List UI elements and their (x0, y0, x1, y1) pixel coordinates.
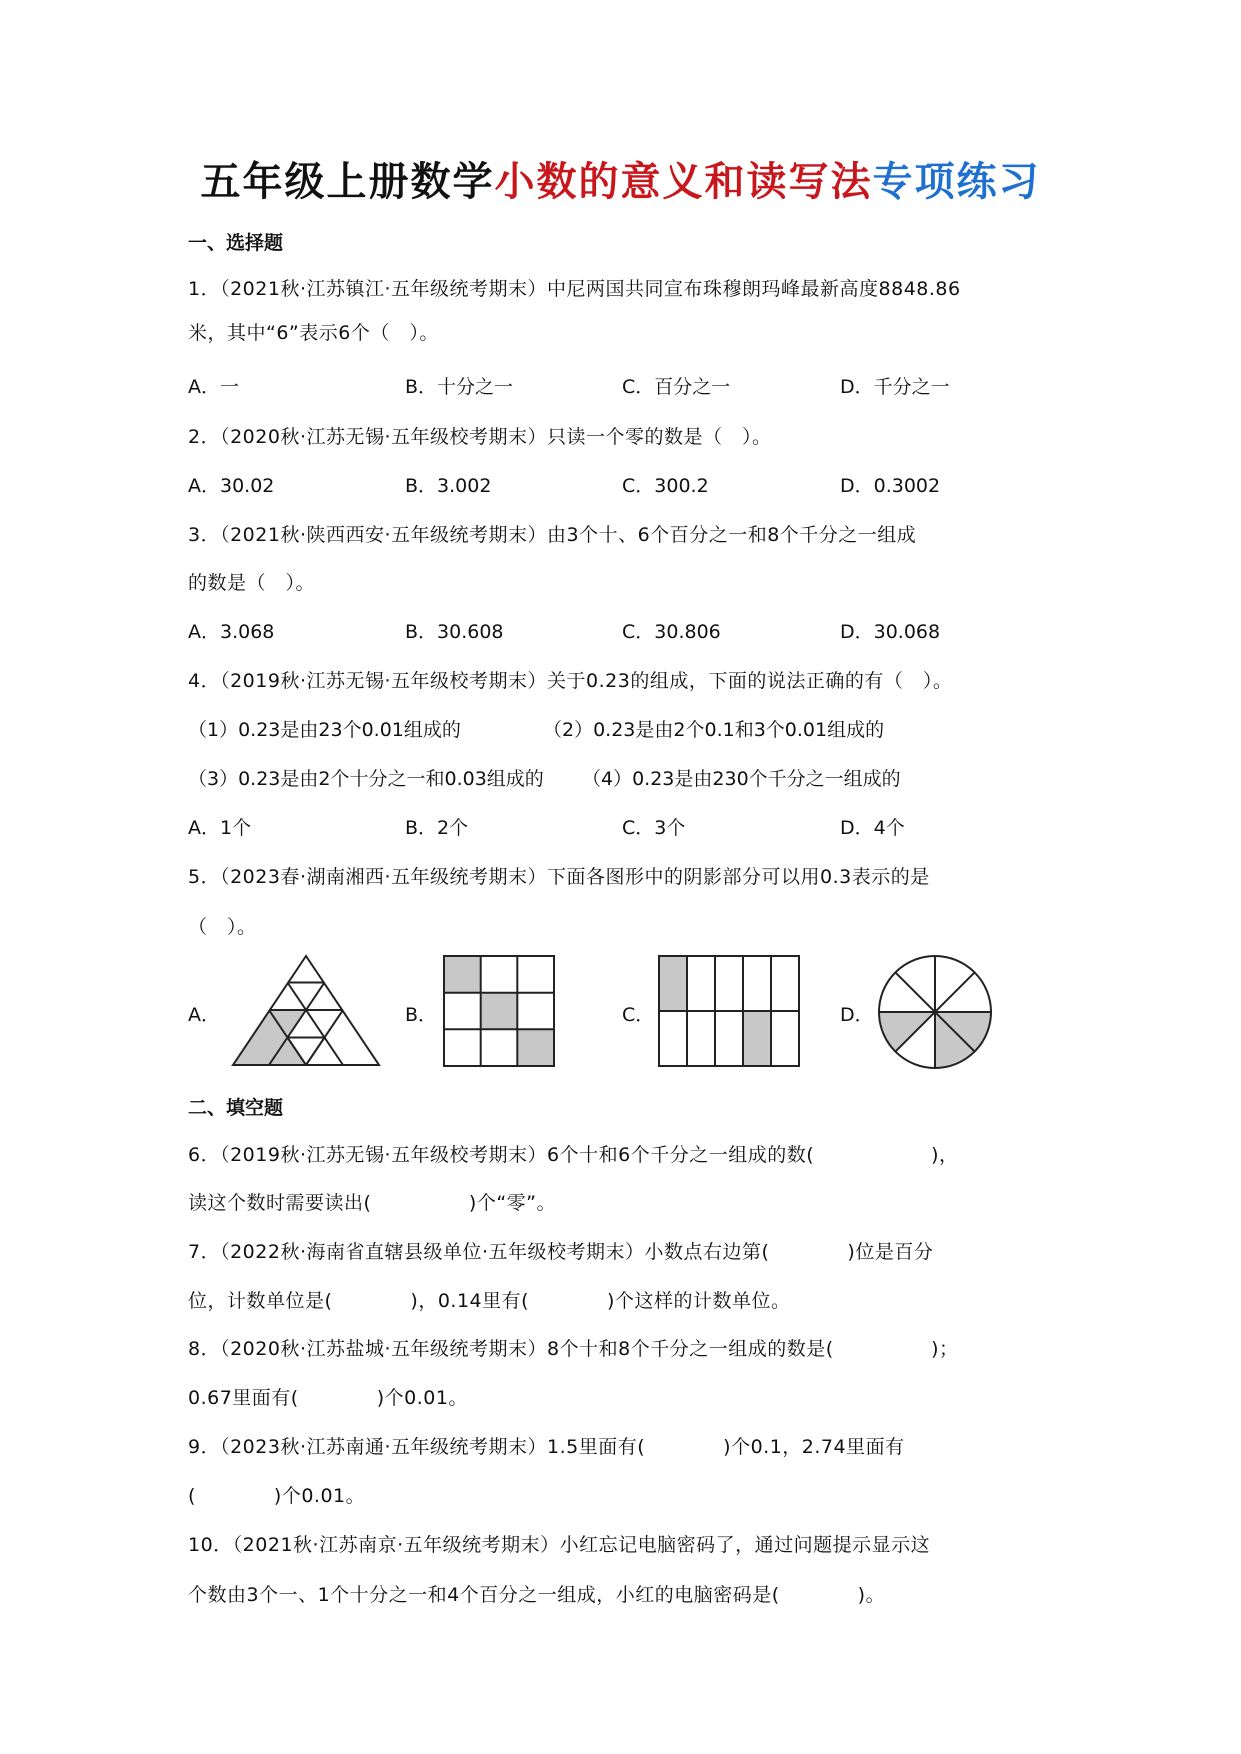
q4-statement-3: （3）0.23是由2个十分之一和0.03组成的 (188, 768, 544, 790)
title-part-3: 专项练习 (872, 158, 1041, 205)
section-heading-choice: 一、选择题 (188, 232, 284, 254)
q5-option-a: A． (188, 1004, 220, 1026)
q5-option-c: C． (622, 1004, 655, 1026)
q9-line2: ( )个0.01。 (188, 1485, 366, 1507)
q3-line1: 3．（2021秋·陕西西安·五年级统考期末）由3个十、6个百分之一和8个千分之一组成 (188, 524, 917, 546)
q4-statement-4: （4）0.23是由230个千分之一组成的 (582, 768, 901, 790)
q5-line1: 5．（2023春·湖南湘西·五年级统考期末）下面各图形中的阴影部分可以用0.3表示的是 (188, 866, 930, 888)
q4-option-a: A．1个 (188, 817, 252, 839)
q3-option-a: A．3.068 (188, 621, 275, 643)
q3-option-b: B．30.608 (405, 621, 504, 643)
q1-line1: 1．（2021秋·江苏镇江·五年级统考期末）中尼两国共同宣布珠穆朗玛峰最新高度8848.86 (188, 278, 961, 300)
q1-option-a: A．一 (188, 376, 239, 398)
q4-statement-2: （2）0.23是由2个0.1和3个0.01组成的 (543, 719, 885, 741)
q8-line2: 0.67里面有( )个0.01。 (188, 1387, 468, 1409)
q5-figure-a-triangle (232, 955, 380, 1067)
q5-figure-c-grid (658, 955, 800, 1067)
q2-option-c: C．300.2 (622, 475, 709, 497)
q1-option-b: B．十分之一 (405, 376, 514, 398)
q5-option-d: D． (840, 1004, 874, 1026)
q2-line1: 2．（2020秋·江苏无锡·五年级校考期末）只读一个零的数是（ ）。 (188, 426, 772, 448)
q4-option-b: B．2个 (405, 817, 469, 839)
q5-figure-b-grid (443, 955, 555, 1067)
q4-option-c: C．3个 (622, 817, 686, 839)
q6-line2: 读这个数时需要读出( )个“零”。 (188, 1192, 557, 1214)
q5-figure-d-circle (878, 955, 992, 1069)
q10-line1: 10．（2021秋·江苏南京·五年级统考期末）小红忘记电脑密码了，通过问题提示显示这 (188, 1534, 931, 1556)
q3-line2: 的数是（ ）。 (188, 572, 316, 594)
q4-statement-1: （1）0.23是由23个0.01组成的 (188, 719, 461, 741)
page-title (0, 150, 1241, 207)
q9-line1: 9．（2023秋·江苏南通·五年级统考期末）1.5里面有( )个0.1，2.74里面有 (188, 1436, 905, 1458)
q3-option-c: C．30.806 (622, 621, 721, 643)
q2-option-d: D．0.3002 (840, 475, 941, 497)
q4-line1: 4．（2019秋·江苏无锡·五年级校考期末）关于0.23的组成，下面的说法正确的有（ ）。 (188, 670, 953, 692)
q1-option-d: D．千分之一 (840, 376, 950, 398)
q10-line2: 个数由3个一、1个十分之一和4个百分之一组成，小红的电脑密码是( )。 (188, 1584, 886, 1606)
q7-line2: 位，计数单位是( )，0.14里有( )个这样的计数单位。 (188, 1290, 791, 1312)
q6-line1: 6．（2019秋·江苏无锡·五年级校考期末）6个十和6个千分之一组成的数( )， (188, 1144, 959, 1166)
q4-option-d: D．4个 (840, 817, 905, 839)
q2-option-b: B．3.002 (405, 475, 492, 497)
q1-option-c: C．百分之一 (622, 376, 731, 398)
q2-option-a: A．30.02 (188, 475, 275, 497)
q5-option-b: B． (405, 1004, 438, 1026)
title-part-2: 小数的意义和读写法 (494, 158, 873, 205)
q7-line1: 7．（2022秋·海南省直辖县级单位·五年级校考期末）小数点右边第( )位是百分 (188, 1241, 934, 1263)
section-heading-fill: 二、填空题 (188, 1097, 284, 1119)
q3-option-d: D．30.068 (840, 621, 941, 643)
q1-line2: 米，其中“6”表示6个（ ）。 (188, 322, 439, 344)
q8-line1: 8．（2020秋·江苏盐城·五年级统考期末）8个十和8个千分之一组成的数是( )； (188, 1338, 959, 1360)
title-part-1: 五年级上册数学 (200, 158, 495, 205)
q5-line2: （ ）。 (188, 916, 257, 938)
